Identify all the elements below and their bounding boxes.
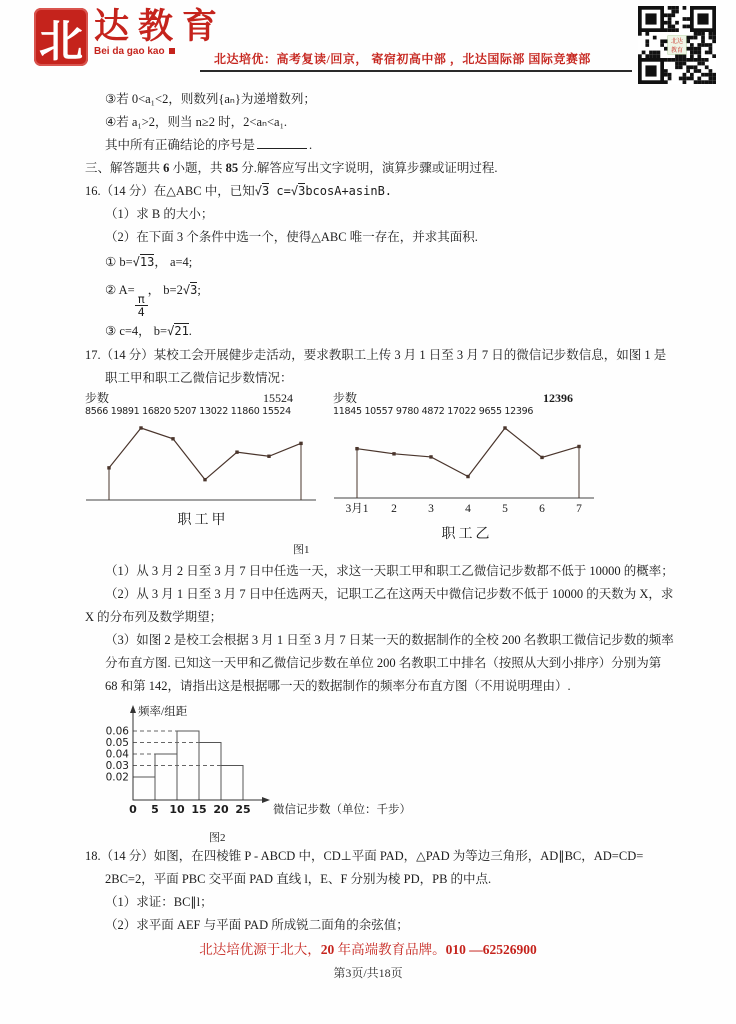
q16-option2: ② A= $\frac{\pi}{4}$ ， b=2√3; [105, 283, 201, 320]
svg-text:频率/组距: 频率/组距 [138, 706, 188, 719]
svg-text:0.05: 0.05 [105, 737, 129, 750]
chart-a-values-row: 8566 19891 16820 5207 13022 11860 15524 [85, 406, 291, 418]
brand-text-col [94, 8, 226, 57]
chart-b-title: 职工乙 [441, 527, 493, 543]
qr-code [638, 6, 716, 84]
footer-slogan: 北达培优源于北大，20 年高端教育品牌。010 —62526900 [199, 942, 537, 957]
q18-heading-line2: 2BC=2，平面 PBC 交平面 PAD 直线 l，E、F 分别为棱 PD，PB 的中点. [105, 872, 492, 887]
answer-blank [257, 136, 307, 149]
line-chart-worker-b [333, 418, 595, 518]
line-chart-worker-a [85, 418, 317, 504]
red-square-icon [169, 48, 175, 54]
brand-logo [34, 8, 226, 66]
q16-part2: （2）在下面 3 个条件中选一个，使得△ABC 唯一存在，并求其面积. [105, 230, 478, 244]
svg-text:5: 5 [151, 803, 159, 817]
chart-worker-a [85, 392, 321, 543]
chart-a-ylabel: 步数 [85, 391, 110, 406]
q17-heading-line1: 17.（14 分）某校工会开展健步走活动，要求教职工上传 3 月 1 日至 3 月 7 日的微信记步数信息，如图 1 是 [85, 348, 667, 363]
footer-phone: 010 —62526900 [445, 942, 537, 957]
svg-text:0.06: 0.06 [105, 725, 129, 738]
q17-part3-line1: （3）如图 2 是校工会根据 3 月 1 日至 3 月 7 日某一天的数据制作的全校 200 名教职工微信记步数的频率 [105, 633, 674, 648]
chart-worker-b [333, 392, 601, 543]
figure2-caption: 图2 [209, 832, 226, 845]
q16-heading: 16.（14 分）在△ABC 中，已知√3 c=√3bcosA+asinB. [85, 184, 393, 198]
svg-text:20: 20 [213, 803, 229, 817]
q18-part2: （2）求平面 AEF 与平面 PAD 所成锐二面角的余弦值； [105, 918, 409, 933]
figure2 [85, 702, 675, 845]
chart-a-top-label: 15524 [263, 391, 293, 406]
svg-text:5: 5 [502, 503, 508, 516]
chart-b-ylabel: 步数 [333, 391, 358, 406]
svg-text:0.03: 0.03 [105, 760, 129, 773]
statement-4: ④若 a₁>2，则当 n≥2 时，2<aₙ<a₁. [105, 115, 288, 129]
header-divider [200, 70, 632, 72]
brand-name: 达教育 [94, 7, 227, 46]
q18-heading-line1: 18.（14 分）如图，在四棱锥 P - ABCD 中，CD⊥平面 PAD，△PAD 为等边三角形，AD∥BC，AD=CD= [85, 849, 644, 864]
svg-text:6: 6 [539, 503, 545, 516]
q16-option1: ① b=√13， a=4; [105, 255, 193, 269]
fraction-pi-over-4: $\frac{\pi}{4}$ [135, 293, 148, 318]
page-number: 第3页/共18页 [333, 966, 403, 980]
svg-text:7: 7 [576, 503, 582, 516]
statement-3: ③若 0<a₁<2，则数列{aₙ}为递增数列； [105, 92, 316, 106]
svg-text:3: 3 [428, 503, 434, 516]
figure1-caption: 图1 [293, 544, 310, 557]
q17-heading-line2: 职工甲和职工乙微信记步数情况： [105, 371, 293, 386]
q17-part2-line1: （2）从 3 月 1 日至 3 月 7 日中任选两天，记职工乙在这两天中微信记步数不低于 10000 的天数为 X，求 [105, 587, 674, 602]
brand-seal [34, 8, 88, 66]
q17-part3-line2: 分布直方图. 已知这一天甲和乙微信记步数在单位 200 名教职工中排名（按照从大到小排序）分别为第 [105, 656, 662, 671]
svg-text:3月1: 3月1 [345, 503, 369, 516]
q16-part1: （1）求 B 的大小； [105, 207, 214, 221]
q17-part3-line3: 68 和第 142，请指出这是根据哪一天的数据制作的频率分布直方图（不用说明理由）. [105, 679, 571, 694]
q17-part2-line2: X 的分布列及数学期望； [85, 610, 223, 625]
svg-text:教育: 教育 [670, 48, 684, 55]
conclusion-line: 其中所有正确结论的序号是 . [105, 138, 313, 152]
q17-part1: （1）从 3 月 2 日至 3 月 7 日中任选一天，求这一天职工甲和职工乙微信记步数都不低于 10000 的概率； [105, 564, 674, 579]
chart-b-values-row: 11845 10557 9780 4872 17022 9655 12396 [333, 406, 534, 418]
svg-text:微信记步数（单位：千步）: 微信记步数（单位：千步） [273, 804, 411, 817]
svg-text:北达: 北达 [670, 39, 684, 46]
svg-text:10: 10 [169, 803, 185, 817]
q16-equation: √3 c=√3bcosA+asinB. [254, 184, 393, 198]
brand-pinyin: Bei da gao kao [94, 46, 226, 57]
svg-text:2: 2 [391, 503, 397, 516]
section-3-heading: 三、解答题共 6 小题，共 85 分.解答应写出文字说明，演算步骤或证明过程. [85, 161, 498, 175]
seal-character: 北 [39, 17, 83, 66]
exam-content [85, 88, 675, 937]
svg-text:4: 4 [465, 503, 471, 516]
svg-text:25: 25 [235, 803, 251, 817]
svg-text:0: 0 [129, 803, 137, 817]
header-tagline: 北达培优：高考复读/回京， 寄宿初高中部 ，北达国际部 国际竞赛部 [214, 52, 591, 66]
svg-text:0.02: 0.02 [105, 771, 129, 784]
svg-text:0.04: 0.04 [105, 748, 129, 761]
figure1 [85, 392, 675, 543]
q16-option3: ③ c=4， b=√21. [105, 324, 192, 339]
chart-a-title: 职工甲 [177, 513, 229, 529]
q18-part1: （1）求证：BC∥l； [105, 895, 213, 910]
chart-b-top-label: 12396 [543, 391, 573, 406]
histogram-chart [85, 702, 425, 824]
svg-text:15: 15 [191, 803, 207, 817]
